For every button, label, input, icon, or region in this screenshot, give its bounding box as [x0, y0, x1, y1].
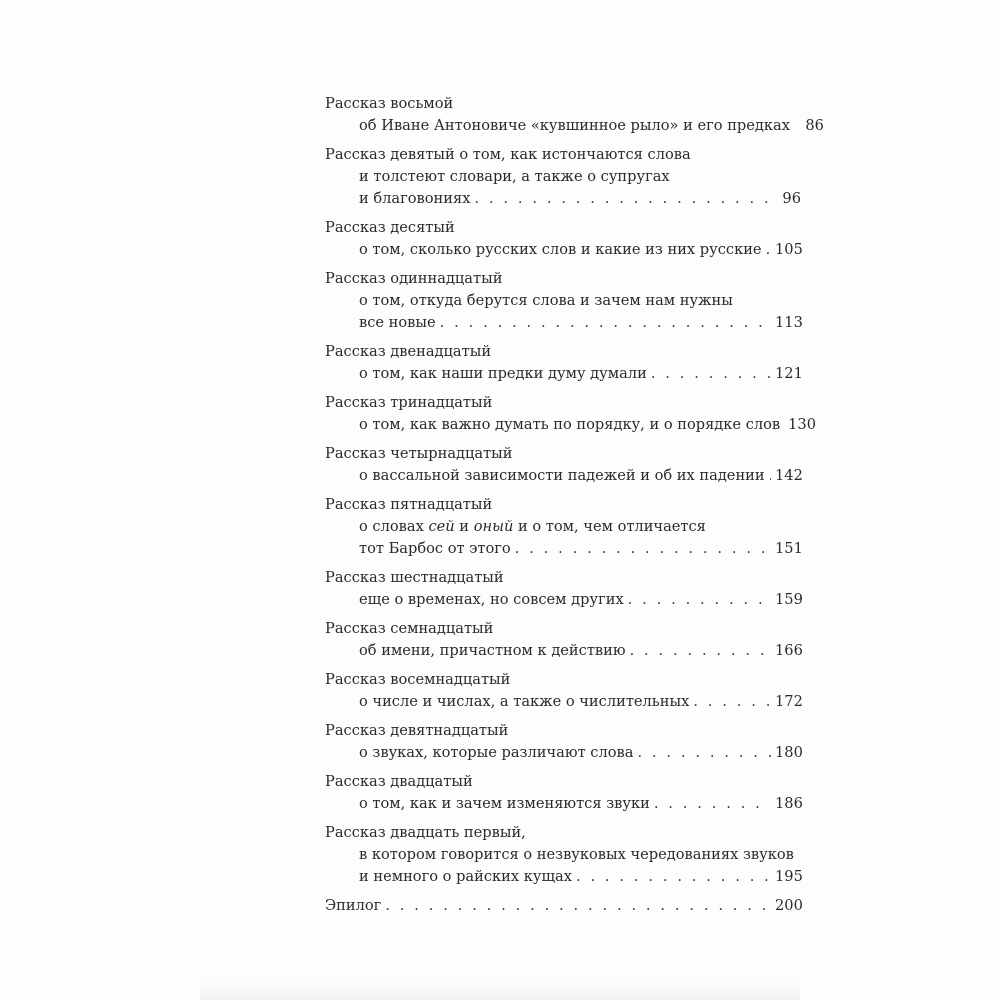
page-edge-shadow	[200, 975, 800, 1000]
page-number: 200	[775, 897, 803, 914]
text-fragment: и о том, чем отличается	[513, 518, 706, 535]
page-number: 86	[805, 117, 824, 134]
page-number: 121	[775, 365, 803, 382]
toc-heading: Рассказ одиннадцатый	[325, 270, 503, 287]
dot-leader	[766, 239, 771, 261]
toc-line	[325, 239, 801, 261]
toc-heading: Эпилог	[325, 897, 382, 914]
toc-heading: Рассказ девятый о том, как истончаются слова	[325, 146, 691, 163]
toc-line	[325, 516, 801, 538]
dot-leader	[637, 742, 771, 764]
page-number: 113	[775, 314, 803, 331]
toc-line	[325, 465, 801, 487]
page-number: 130	[788, 416, 816, 433]
toc-line-text: о том, как важно думать по порядку, и о порядке слов	[359, 416, 781, 433]
toc-line	[325, 166, 801, 188]
toc-line	[325, 538, 801, 560]
toc-line-text: о вассальной зависимости падежей и об их падении	[359, 467, 765, 484]
toc-entry	[325, 217, 801, 261]
toc-entry	[325, 669, 801, 713]
dot-leader	[474, 188, 771, 210]
toc-line	[325, 742, 801, 764]
page-number: 172	[775, 693, 803, 710]
toc-heading: Рассказ восемнадцатый	[325, 671, 511, 688]
table-of-contents	[325, 93, 824, 924]
dot-leader	[693, 691, 771, 713]
toc-line	[325, 589, 801, 611]
toc-entry	[325, 720, 801, 764]
toc-heading: Рассказ двадцать первый,	[325, 824, 526, 841]
page-number: 105	[775, 241, 803, 258]
toc-line-text: о том, сколько русских слов и какие из них русские	[359, 241, 762, 258]
dot-leader	[576, 866, 771, 888]
toc-heading: Рассказ тринадцатый	[325, 394, 493, 411]
toc-heading: Рассказ десятый	[325, 219, 455, 236]
page-number: 166	[775, 642, 803, 659]
page-number: 151	[775, 540, 803, 557]
page-number: 186	[775, 795, 803, 812]
dot-leader	[440, 312, 771, 334]
toc-line	[325, 414, 816, 436]
page-number: 195	[775, 868, 803, 885]
dot-leader	[654, 793, 771, 815]
toc-line	[325, 793, 801, 815]
toc-heading: Рассказ шестнадцатый	[325, 569, 504, 586]
toc-line	[325, 895, 801, 917]
toc-line-text: еще о временах, но совсем других	[359, 591, 624, 608]
toc-line	[325, 290, 801, 312]
italic-word: сей	[428, 518, 455, 535]
toc-entry	[325, 93, 824, 137]
toc-line	[325, 640, 801, 662]
toc-line-text: и благовониях	[359, 190, 471, 207]
toc-line-text	[359, 516, 706, 538]
toc-heading: Рассказ двадцатый	[325, 773, 473, 790]
toc-line	[325, 115, 824, 137]
toc-line-text: о том, как и зачем изменяются звуки	[359, 795, 650, 812]
toc-line	[325, 363, 801, 385]
toc-entry	[325, 443, 801, 487]
italic-word: оный	[473, 518, 514, 535]
page-number: 159	[775, 591, 803, 608]
toc-line-text: и немного о райских кущах	[359, 868, 572, 885]
text-fragment: и	[454, 518, 474, 535]
page-number: 96	[782, 190, 801, 207]
toc-line-text: тот Барбос от этого	[359, 540, 511, 557]
page-number: 180	[775, 744, 803, 761]
toc-line-text: в котором говорится о незвуковых чередованиях звуков	[359, 846, 794, 863]
toc-entry	[325, 822, 801, 888]
dot-leader	[515, 538, 771, 560]
toc-entry	[325, 268, 801, 334]
toc-line-text: и толстеют словари, а также о супругах	[359, 168, 670, 185]
toc-entry	[325, 144, 801, 210]
toc-heading: Рассказ семнадцатый	[325, 620, 494, 637]
toc-heading: Рассказ четырнадцатый	[325, 445, 513, 462]
toc-entry	[325, 494, 801, 560]
toc-line	[325, 188, 801, 210]
toc-line	[325, 691, 801, 713]
text-fragment: о словах	[359, 518, 429, 535]
dot-leader	[385, 895, 771, 917]
toc-line-text: о числе и числах, а также о числительных	[359, 693, 690, 710]
toc-line-text: все новые	[359, 314, 436, 331]
toc-entry	[325, 618, 801, 662]
page-number: 142	[775, 467, 803, 484]
toc-heading: Рассказ пятнадцатый	[325, 496, 493, 513]
toc-heading: Рассказ восьмой	[325, 95, 454, 112]
toc-line-text: о звуках, которые различают слова	[359, 744, 634, 761]
toc-line	[325, 844, 801, 866]
toc-entry	[325, 895, 801, 917]
dot-leader	[769, 465, 771, 487]
toc-line-text: о том, как наши предки думу думали	[359, 365, 647, 382]
toc-entry	[325, 392, 816, 436]
toc-heading: Рассказ двенадцатый	[325, 343, 492, 360]
toc-line	[325, 312, 801, 334]
dot-leader	[651, 363, 771, 385]
toc-line-text: о том, откуда берутся слова и зачем нам нужны	[359, 292, 733, 309]
toc-entry	[325, 567, 801, 611]
toc-entry	[325, 341, 801, 385]
toc-line-text: об Иване Антоновиче «кувшинное рыло» и его предках	[359, 117, 790, 134]
dot-leader	[630, 640, 771, 662]
toc-line-text: об имени, причастном к действию	[359, 642, 626, 659]
toc-entry	[325, 771, 801, 815]
toc-heading: Рассказ девятнадцатый	[325, 722, 509, 739]
dot-leader	[628, 589, 771, 611]
toc-line	[325, 866, 801, 888]
